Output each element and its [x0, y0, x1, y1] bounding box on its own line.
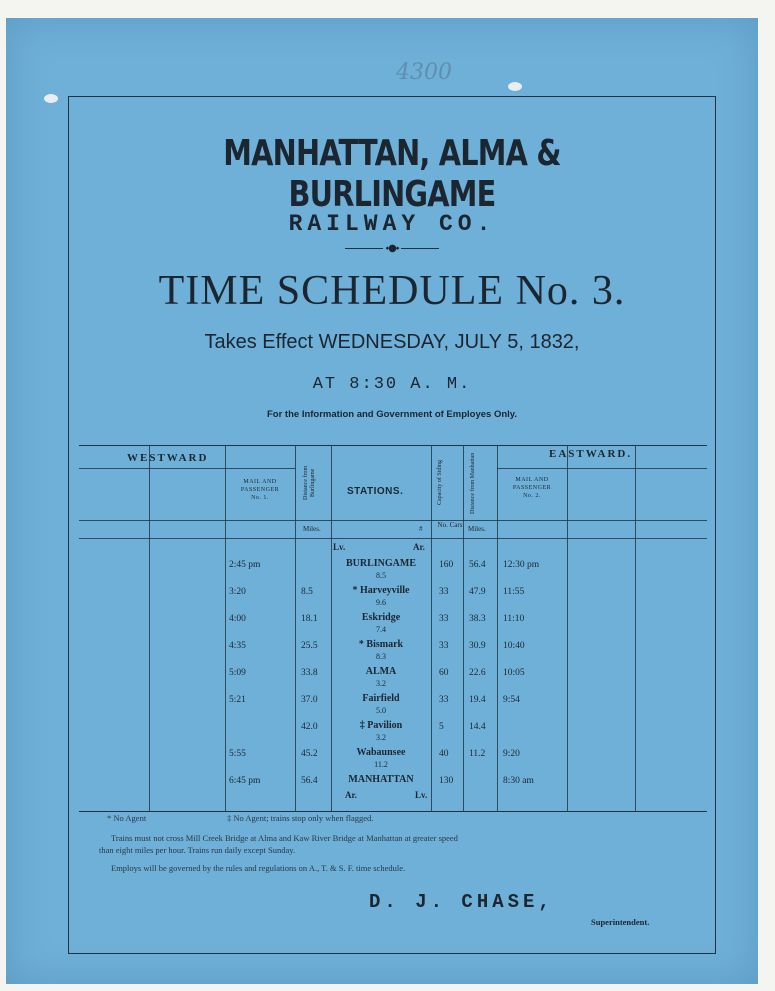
schedule-sheet — [6, 18, 758, 984]
eastward-header: EASTWARD. — [549, 448, 633, 460]
east-train-header: MAIL AND PASSENGER No. 2. — [512, 477, 552, 499]
segment-distance: 7.4 — [376, 625, 386, 634]
distance-from-burlingame: 45.2 — [301, 749, 318, 759]
capacity-header: Capacity of Siding — [437, 460, 443, 506]
east-time: 9:54 — [503, 695, 520, 705]
east-time: 11:55 — [503, 587, 525, 597]
west-time: 4:00 — [229, 614, 246, 624]
unit-miles: Miles. — [303, 525, 321, 533]
unit-hash: # — [419, 525, 423, 533]
siding-capacity: 130 — [439, 776, 454, 786]
station-name: * Harveyville — [352, 585, 410, 596]
west-time: 4:35 — [229, 641, 246, 651]
westward-header: WESTWARD — [127, 452, 209, 464]
siding-capacity: 60 — [439, 668, 449, 678]
east-time: 12:30 pm — [503, 560, 540, 570]
distance-from-manhattan: 47.9 — [469, 587, 486, 597]
stations-header: STATIONS. — [347, 486, 404, 497]
info-line: For the Information and Government of Employes Only. — [266, 409, 517, 420]
segment-distance: 11.2 — [374, 760, 388, 769]
company-subtitle: RAILWAY CO. — [288, 211, 496, 237]
west-time: 5:21 — [229, 695, 246, 705]
distance-from-burlingame: 37.0 — [301, 695, 318, 705]
rule-1: Trains must not cross Mill Creek Bridge at Alma and Kaw River Bridge at Manhattan at greater speed — [111, 833, 458, 843]
distance-from-manhattan: 14.4 — [469, 722, 486, 732]
effective-time: AT 8:30 A. M. — [312, 375, 472, 394]
effective-date: Takes Effect WEDNESDAY, JULY 5, 1832, — [204, 331, 580, 353]
station-name: Wabaunsee — [356, 747, 406, 758]
west-time: 5:09 — [229, 668, 246, 678]
distance-from-burlingame: 25.5 — [301, 641, 318, 651]
segment-distance: 9.6 — [376, 598, 386, 607]
east-time: 10:40 — [503, 641, 525, 651]
lv-top: Lv. — [333, 542, 346, 552]
distance-from-burlingame: 33.8 — [301, 668, 318, 678]
pencil-note: 4300 — [396, 60, 452, 85]
distance-from-manhattan: 11.2 — [469, 749, 486, 759]
unit-cars: No. Cars — [437, 521, 463, 529]
timetable — [79, 445, 707, 812]
station-name: * Bismark — [358, 639, 404, 650]
distance-from-manhattan: 19.4 — [469, 695, 486, 705]
schedule-title: TIME SCHEDULE No. 3. — [158, 268, 626, 314]
punch-hole — [508, 82, 522, 91]
siding-capacity: 33 — [439, 695, 449, 705]
station-name: BURLINGAME — [345, 558, 416, 569]
segment-distance: 3.2 — [376, 679, 386, 688]
distance-from-burlingame: 42.0 — [301, 722, 318, 732]
ornament-divider: ⬩●⬩ — [69, 243, 715, 254]
ar-top: Ar. — [413, 542, 425, 552]
station-name: ‡ Pavilion — [359, 720, 403, 731]
siding-capacity: 33 — [439, 641, 449, 651]
company-title: MANHATTAN, ALMA & BURLINGAME — [223, 133, 561, 215]
distance-from-manhattan: 22.6 — [469, 668, 486, 678]
east-time: 9:20 — [503, 749, 520, 759]
signature-name: D. J. CHASE, — [369, 891, 554, 913]
lv-bottom: Lv. — [415, 790, 428, 800]
distance-from-manhattan: 30.9 — [469, 641, 486, 651]
rule-2: Employs will be governed by the rules and regulations on A., T. & S. F. time schedule. — [111, 863, 406, 873]
distance-from-manhattan: 56.4 — [469, 560, 486, 570]
west-time: 5:55 — [229, 749, 246, 759]
ar-bottom: Ar. — [345, 790, 357, 800]
east-time: 10:05 — [503, 668, 525, 678]
dist-manhattan-header: Distance from Manhattan — [470, 452, 476, 514]
segment-distance: 8.5 — [376, 571, 386, 580]
distance-from-burlingame: 18.1 — [301, 614, 318, 624]
distance-from-burlingame: 56.4 — [301, 776, 318, 786]
siding-capacity: 33 — [439, 587, 449, 597]
segment-distance: 5.0 — [376, 706, 386, 715]
signature-title: Superintendent. — [591, 917, 650, 927]
dist-burlingame-header: Distance from Burlingame — [303, 465, 316, 501]
siding-capacity: 160 — [439, 560, 454, 570]
distance-from-burlingame: 8.5 — [301, 587, 313, 597]
rule-1-cont: than eight miles per hour. Trains run daily except Sunday. — [99, 845, 296, 855]
station-name: ALMA — [365, 666, 397, 677]
siding-capacity: 5 — [439, 722, 444, 732]
east-time: 8:30 am — [503, 776, 534, 786]
station-name: Eskridge — [361, 612, 401, 623]
distance-from-manhattan: 38.3 — [469, 614, 486, 624]
west-time: 3:20 — [229, 587, 246, 597]
west-time: 2:45 pm — [229, 560, 261, 570]
west-time: 6:45 pm — [229, 776, 261, 786]
east-time: 11:10 — [503, 614, 525, 624]
flag-stop-note: ‡ No Agent; trains stop only when flagged. — [227, 813, 374, 823]
unit-miles-2: Miles. — [468, 525, 486, 533]
siding-capacity: 33 — [439, 614, 449, 624]
station-name: MANHATTAN — [348, 774, 414, 785]
segment-distance: 8.3 — [376, 652, 386, 661]
west-train-header: MAIL AND PASSENGER No. 1. — [240, 479, 280, 501]
segment-distance: 3.2 — [376, 733, 386, 742]
station-name: Fairfield — [362, 693, 400, 704]
siding-capacity: 40 — [439, 749, 449, 759]
border-frame — [68, 96, 716, 954]
punch-hole — [44, 94, 58, 103]
no-agent-note: * No Agent — [107, 813, 147, 823]
